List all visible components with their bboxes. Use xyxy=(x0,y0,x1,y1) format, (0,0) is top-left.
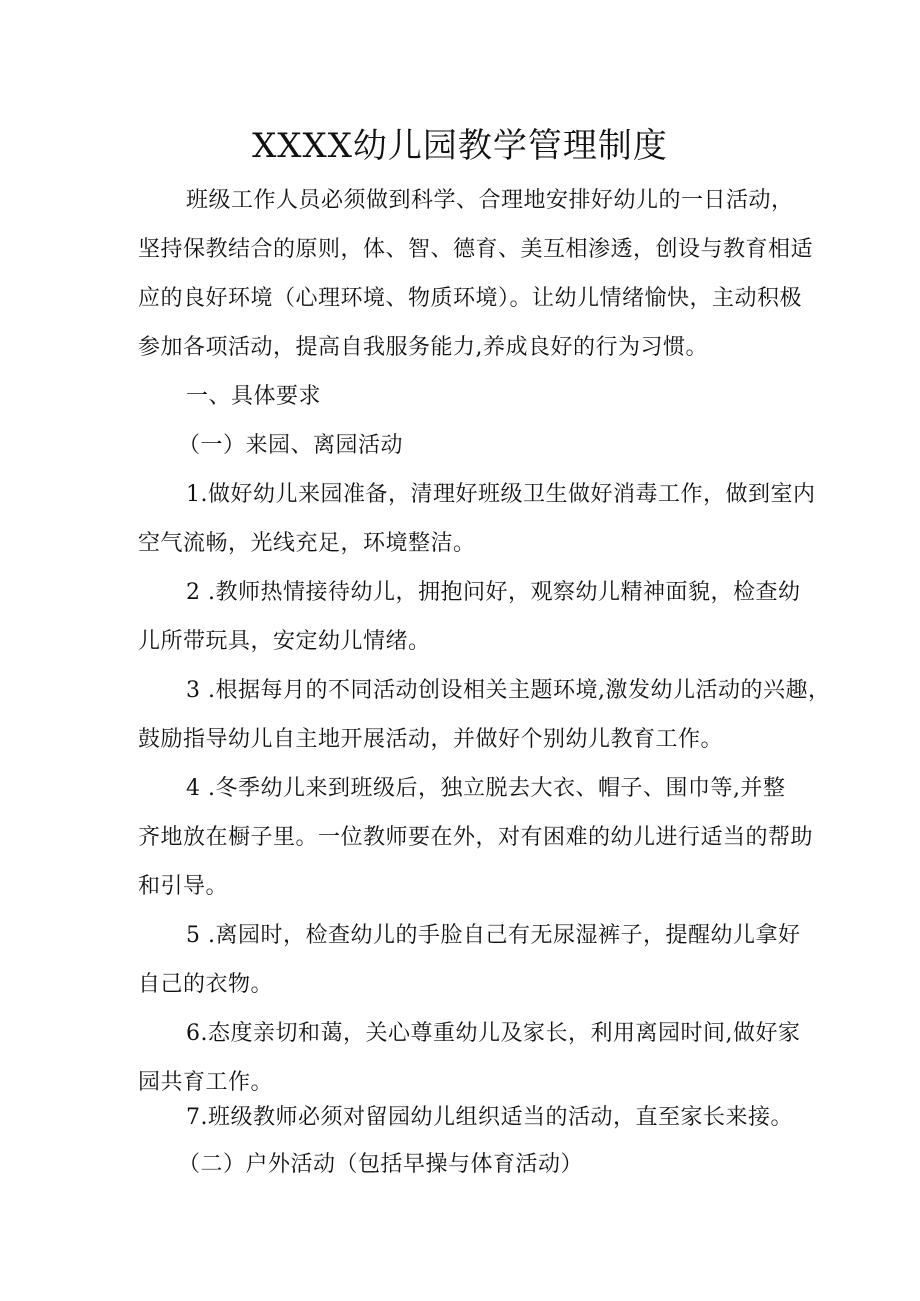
intro-line-2: 坚持保教结合的原则，体、智、德育、美互相渗透，创设与教育相适 xyxy=(138,237,814,262)
subsection-heading-1: （一）来园、离园活动 xyxy=(178,433,404,458)
intro-line-4: 参加各项活动，提高自我服务能力,养成良好的行为习惯。 xyxy=(138,335,708,360)
item-5-line-1: 5 .离园时，检查幼儿的手脸自己有无尿湿裤子，提醒幼儿拿好 xyxy=(186,923,801,948)
item-6-line-2: 园共育工作。 xyxy=(138,1070,274,1095)
item-4-line-1: 4 .冬季幼儿来到班级后，独立脱去大衣、帽子、围巾等,并整 xyxy=(186,776,786,801)
intro-line-3: 应的良好环境（心理环境、物质环境）。让幼儿情绪愉快，主动积极 xyxy=(138,286,803,311)
item-4-line-2: 齐地放在橱子里。一位教师要在外，对有困难的幼儿进行适当的帮助 xyxy=(138,825,814,850)
item-5-line-2: 自己的衣物。 xyxy=(138,972,274,997)
item-7-line-1: 7.班级教师必须对留园幼儿组织适当的活动，直至家长来接。 xyxy=(186,1105,793,1130)
item-3-line-1: 3 .根据每月的不同活动创设相关主题环境,激发幼儿活动的兴趣， xyxy=(186,678,831,703)
document-title: XXXX幼儿园教学管理制度 xyxy=(252,126,668,166)
item-1-line-1: 1.做好幼儿来园准备，清理好班级卫生做好消毒工作，做到室内 xyxy=(186,482,816,507)
item-6-line-1: 6.态度亲切和蔼，关心尊重幼儿及家长，利用离园时间,做好家 xyxy=(186,1021,801,1046)
intro-line-1: 班级工作人员必须做到科学、合理地安排好幼儿的一日活动， xyxy=(186,188,794,213)
item-2-line-2: 儿所带玩具，安定幼儿情绪。 xyxy=(138,629,431,654)
subsection-heading-2: （二）户外活动（包括早操与体育活动） xyxy=(178,1152,584,1177)
item-1-line-2: 空气流畅，光线充足，环境整洁。 xyxy=(138,531,476,556)
item-2-line-1: 2 .教师热情接待幼儿，拥抱问好，观察幼儿精神面貌，检查幼 xyxy=(186,580,801,605)
item-3-line-2: 鼓励指导幼儿自主地开展活动，并做好个别幼儿教育工作。 xyxy=(138,727,724,752)
section-heading: 一、具体要求 xyxy=(186,384,322,409)
item-4-line-3: 和引导。 xyxy=(138,874,229,899)
